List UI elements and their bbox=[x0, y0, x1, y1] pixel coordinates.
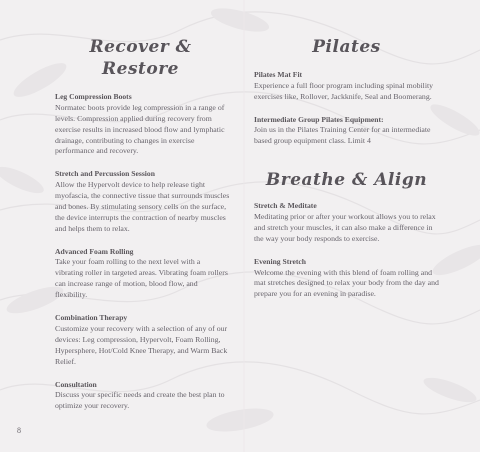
entry-text: Experience a full floor program including spinal mobility exercises like, Rollover, Jackknife, Seal and Boomerang. bbox=[254, 80, 434, 101]
entry-evening-stretch bbox=[254, 257, 439, 301]
entry-stretch-meditate bbox=[254, 201, 439, 245]
entry-text: Allow the Hypervolt device to help release tight myofascia, the connective tissue that surrounds muscles and bones. By stimulating sensory cells on the surface, the device interrupts the contraction of nearby muscles and helps them to relax. bbox=[55, 180, 230, 233]
entry-title: Evening Stretch bbox=[254, 256, 306, 266]
entry-text: Welcome the evening with this blend of foam rolling and mat stretches designed to relax your body from the day and prepare you for an evening in paradise. bbox=[254, 267, 439, 299]
entry-title: Leg Compression Boots bbox=[55, 92, 132, 101]
entry-consultation bbox=[55, 380, 230, 413]
entry-combination-therapy bbox=[55, 313, 230, 367]
entry-title: Combination Therapy bbox=[55, 313, 128, 323]
entry-intermediate-pilates bbox=[254, 115, 439, 148]
entry-title: Intermediate Group Pilates Equipment: bbox=[254, 114, 384, 124]
entry-title: Advanced Foam Rolling bbox=[55, 246, 134, 256]
section-title-recover-restore: Recover & Restore bbox=[89, 37, 192, 79]
entry-title: Pilates Mat Fit bbox=[254, 70, 303, 79]
left-column bbox=[55, 36, 230, 424]
entry-text: Discuss your specific needs and create the best plan to optimize your recovery. bbox=[55, 390, 225, 411]
section-title-pilates: Pilates bbox=[312, 37, 381, 57]
entry-text: Join us in the Pilates Training Center for an intermediate based group equipment class. Limit 4 bbox=[254, 125, 431, 146]
entry-pilates-mat-fit bbox=[254, 70, 439, 103]
entry-foam-rolling bbox=[55, 247, 230, 301]
entry-text: Meditating prior or after your workout allows you to relax and stretch your muscles, it can also make a difference in the way your body responds to exercise. bbox=[254, 212, 436, 243]
entry-stretch-percussion bbox=[55, 169, 230, 234]
entry-text: Normatec boots provide leg compression in a range of levels. Compression applied during recovery from exercise results in increased blood flow and lymphatic drainage, contributing to changes in exercise performance and recovery. bbox=[55, 102, 225, 156]
entry-text: Take your foam rolling to the next level with a vibrating roller in targeted areas. Vibrating foam rollers can increase range of motion, blood flow, and flexibility. bbox=[55, 257, 228, 300]
right-column bbox=[254, 36, 439, 312]
page-number: 8 bbox=[17, 426, 21, 435]
entry-title: Stretch & Meditate bbox=[254, 201, 317, 211]
entry-title: Consultation bbox=[55, 379, 97, 389]
entry-text: Customize your recovery with a selection of any of our devices: Leg compression, Hypervolt, Foam Rolling, Hypersphere, Hot/Cold Knee Therapy, and Warm Back Relief. bbox=[55, 323, 228, 366]
entry-title: Stretch and Percussion Session bbox=[55, 169, 155, 179]
section-title-breathe-align: Breathe & Align bbox=[265, 170, 428, 191]
entry-leg-compression bbox=[55, 92, 230, 157]
